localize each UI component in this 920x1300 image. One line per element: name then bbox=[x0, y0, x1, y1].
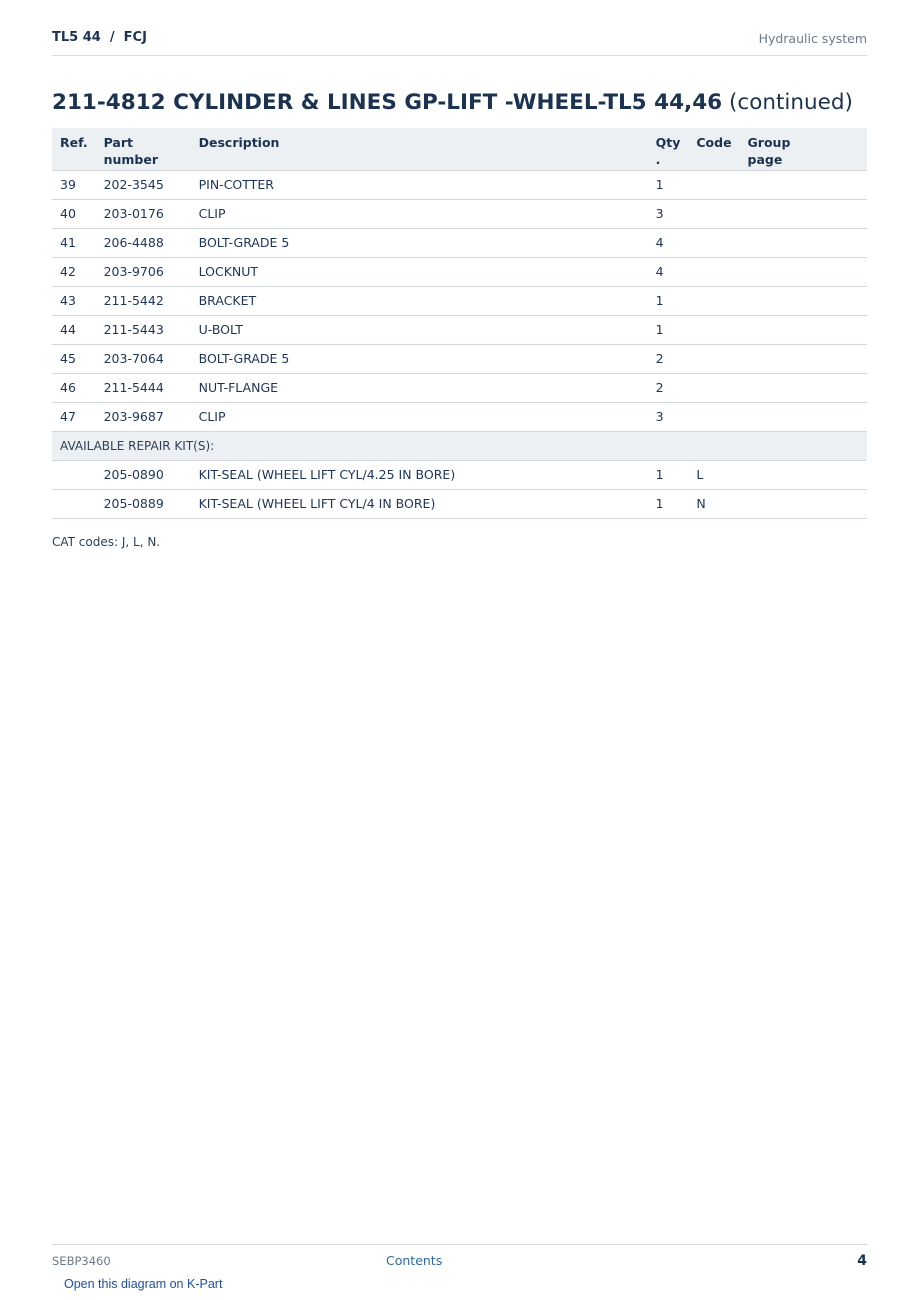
col-header-group-page bbox=[740, 128, 867, 170]
col-header-qty bbox=[648, 128, 689, 170]
table-row bbox=[52, 402, 867, 431]
cell-qty: 3 bbox=[648, 402, 689, 431]
contents-link[interactable]: Contents bbox=[386, 1253, 443, 1268]
cell-description: NUT-FLANGE bbox=[191, 373, 648, 402]
parts-table bbox=[52, 128, 867, 519]
cell-description: LOCKNUT bbox=[191, 257, 648, 286]
cell-description: KIT-SEAL (WHEEL LIFT CYL/4.25 IN BORE) bbox=[191, 460, 648, 489]
cell-code bbox=[688, 199, 739, 228]
cell-part-number: 203-7064 bbox=[96, 344, 191, 373]
cell-qty: 2 bbox=[648, 344, 689, 373]
cell-code bbox=[688, 344, 739, 373]
page-header bbox=[52, 28, 867, 56]
table-row bbox=[52, 286, 867, 315]
cell-ref bbox=[52, 460, 96, 489]
cell-ref: 43 bbox=[52, 286, 96, 315]
cell-description: BOLT-GRADE 5 bbox=[191, 344, 648, 373]
cell-group-page bbox=[740, 460, 867, 489]
cell-part-number: 205-0889 bbox=[96, 489, 191, 518]
col-header-group-line2: page bbox=[747, 152, 783, 167]
section-name: Hydraulic system bbox=[758, 31, 867, 46]
repair-kit-header: AVAILABLE REPAIR KIT(S): bbox=[52, 431, 867, 460]
page-footer bbox=[52, 1244, 867, 1275]
cell-group-page bbox=[740, 489, 867, 518]
cell-qty: 4 bbox=[648, 228, 689, 257]
cell-qty: 1 bbox=[648, 170, 689, 199]
cell-part-number: 205-0890 bbox=[96, 460, 191, 489]
cell-description: CLIP bbox=[191, 199, 648, 228]
cell-code bbox=[688, 402, 739, 431]
cell-ref bbox=[52, 489, 96, 518]
cell-description: PIN-COTTER bbox=[191, 170, 648, 199]
title-continued: (continued) bbox=[728, 90, 853, 115]
cell-description: BOLT-GRADE 5 bbox=[191, 228, 648, 257]
cell-group-page bbox=[740, 257, 867, 286]
table-header-row bbox=[52, 128, 867, 170]
cell-group-page bbox=[740, 199, 867, 228]
cell-description: KIT-SEAL (WHEEL LIFT CYL/4 IN BORE) bbox=[191, 489, 648, 518]
cell-group-page bbox=[740, 373, 867, 402]
cell-ref: 47 bbox=[52, 402, 96, 431]
col-header-part-number: Part number bbox=[96, 128, 191, 170]
cell-qty: 1 bbox=[648, 286, 689, 315]
cell-qty: 1 bbox=[648, 489, 689, 518]
col-header-qty-line2: . bbox=[655, 152, 661, 167]
table-row bbox=[52, 315, 867, 344]
open-in-kpart-link[interactable]: Open this diagram on K-Part bbox=[64, 1277, 223, 1291]
page-title bbox=[52, 90, 853, 115]
cell-part-number: 211-5443 bbox=[96, 315, 191, 344]
cell-part-number: 211-5442 bbox=[96, 286, 191, 315]
cell-description: BRACKET bbox=[191, 286, 648, 315]
cell-part-number: 202-3545 bbox=[96, 170, 191, 199]
cell-group-page bbox=[740, 315, 867, 344]
cell-ref: 46 bbox=[52, 373, 96, 402]
document-number: SEBP3460 bbox=[52, 1254, 111, 1268]
table-row bbox=[52, 344, 867, 373]
col-header-group-line1: Group bbox=[747, 135, 791, 150]
cell-ref: 40 bbox=[52, 199, 96, 228]
table-row bbox=[52, 373, 867, 402]
cell-group-page bbox=[740, 344, 867, 373]
cell-part-number: 203-0176 bbox=[96, 199, 191, 228]
cell-qty: 4 bbox=[648, 257, 689, 286]
cell-qty: 2 bbox=[648, 373, 689, 402]
cell-group-page bbox=[740, 286, 867, 315]
table-row bbox=[52, 170, 867, 199]
col-header-description: Description bbox=[191, 128, 648, 170]
cell-group-page bbox=[740, 228, 867, 257]
cell-description: CLIP bbox=[191, 402, 648, 431]
cell-qty: 3 bbox=[648, 199, 689, 228]
cell-code: N bbox=[688, 489, 739, 518]
cell-qty: 1 bbox=[648, 315, 689, 344]
cell-ref: 44 bbox=[52, 315, 96, 344]
model-code: TL5 44 / FCJ bbox=[52, 30, 147, 45]
cell-code bbox=[688, 373, 739, 402]
cell-code bbox=[688, 257, 739, 286]
col-header-qty-line1: Qty bbox=[655, 135, 681, 150]
cell-code bbox=[688, 170, 739, 199]
kit-row bbox=[52, 460, 867, 489]
cell-ref: 41 bbox=[52, 228, 96, 257]
cell-part-number: 203-9706 bbox=[96, 257, 191, 286]
table-row bbox=[52, 199, 867, 228]
cell-code: L bbox=[688, 460, 739, 489]
cell-code bbox=[688, 315, 739, 344]
table-row bbox=[52, 228, 867, 257]
cell-code bbox=[688, 286, 739, 315]
title-main: 211-4812 CYLINDER & LINES GP-LIFT -WHEEL-TL5 44,46 bbox=[52, 90, 723, 115]
cell-description: U-BOLT bbox=[191, 315, 648, 344]
cell-ref: 39 bbox=[52, 170, 96, 199]
repair-kit-header-row bbox=[52, 431, 867, 460]
cat-codes-note: CAT codes: J, L, N. bbox=[52, 535, 161, 549]
cell-ref: 42 bbox=[52, 257, 96, 286]
cell-part-number: 203-9687 bbox=[96, 402, 191, 431]
cell-code bbox=[688, 228, 739, 257]
cell-qty: 1 bbox=[648, 460, 689, 489]
cell-group-page bbox=[740, 402, 867, 431]
table-body bbox=[52, 170, 867, 518]
cell-part-number: 206-4488 bbox=[96, 228, 191, 257]
kit-row bbox=[52, 489, 867, 518]
table-row bbox=[52, 257, 867, 286]
col-header-code: Code bbox=[688, 128, 739, 170]
page-number: 4 bbox=[857, 1253, 867, 1269]
cell-part-number: 211-5444 bbox=[96, 373, 191, 402]
cell-ref: 45 bbox=[52, 344, 96, 373]
cell-group-page bbox=[740, 170, 867, 199]
col-header-ref: Ref. bbox=[52, 128, 96, 170]
